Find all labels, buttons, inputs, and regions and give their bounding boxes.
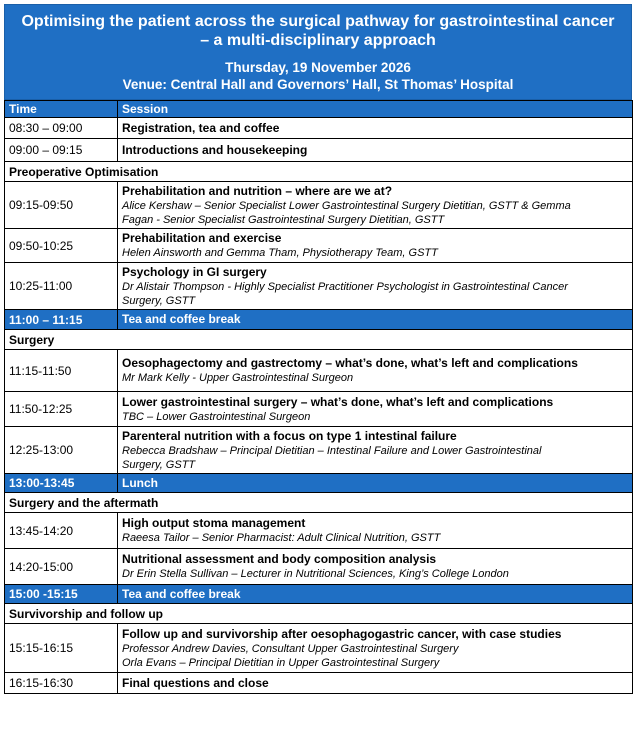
session-time: 11:50-12:25 bbox=[5, 392, 118, 427]
session-speaker: Mr Mark Kelly - Upper Gastrointestinal Surgeon bbox=[122, 372, 354, 384]
session-row bbox=[5, 182, 633, 229]
session-cell bbox=[118, 624, 633, 673]
agenda-banner bbox=[4, 4, 632, 100]
session-speaker: Raeesa Tailor – Senior Pharmacist: Adult Clinical Nutrition, GSTT bbox=[122, 532, 441, 544]
session-cell bbox=[118, 673, 633, 694]
session-cell bbox=[118, 513, 633, 549]
session-title: Tea and coffee break bbox=[122, 312, 241, 326]
session-cell bbox=[118, 392, 633, 427]
session-time: 10:25-11:00 bbox=[5, 263, 118, 310]
break-row bbox=[5, 585, 633, 604]
session-row bbox=[5, 263, 633, 310]
section-heading: Surgery bbox=[5, 330, 633, 350]
session-cell bbox=[118, 310, 633, 330]
agenda-title-line1: Optimising the patient across the surgical pathway for gastrointestinal cancer bbox=[21, 13, 615, 30]
session-column-header: Session bbox=[118, 101, 633, 118]
session-cell bbox=[118, 182, 633, 229]
time-column-header: Time bbox=[5, 101, 118, 118]
session-time: 14:20-15:00 bbox=[5, 549, 118, 585]
session-speaker: Orla Evans – Principal Dietitian in Upper Gastrointestinal Surgery bbox=[122, 656, 440, 669]
session-cell bbox=[118, 427, 633, 474]
session-title: Follow up and survivorship after oesophagogastric cancer, with case studies bbox=[122, 626, 562, 641]
session-title: Registration, tea and coffee bbox=[122, 120, 280, 135]
session-title: Psychology in GI surgery bbox=[122, 264, 267, 279]
session-row bbox=[5, 513, 633, 549]
session-time: 15:00 -15:15 bbox=[5, 585, 118, 604]
session-speaker: Alice Kershaw – Senior Specialist Lower Gastrointestinal Surgery Dietitian, GSTT & Gemma bbox=[122, 199, 571, 212]
section-heading: Surgery and the aftermath bbox=[5, 493, 633, 513]
agenda-table bbox=[4, 100, 633, 694]
session-cell bbox=[118, 263, 633, 310]
section-row bbox=[5, 493, 633, 513]
session-cell bbox=[118, 474, 633, 493]
session-row bbox=[5, 139, 633, 162]
session-row bbox=[5, 118, 633, 139]
session-time: 13:45-14:20 bbox=[5, 513, 118, 549]
session-time: 09:50-10:25 bbox=[5, 229, 118, 263]
session-title: Final questions and close bbox=[122, 675, 269, 690]
session-cell bbox=[118, 229, 633, 263]
session-time: 08:30 – 09:00 bbox=[5, 118, 118, 139]
agenda-title-line2: – a multi-disciplinary approach bbox=[200, 32, 436, 49]
session-time: 11:00 – 11:15 bbox=[5, 310, 118, 330]
session-cell bbox=[118, 139, 633, 162]
session-row bbox=[5, 350, 633, 392]
event-venue: Venue: Central Hall and Governors’ Hall, St Thomas’ Hospital bbox=[122, 77, 514, 92]
session-time: 16:15-16:30 bbox=[5, 673, 118, 694]
session-speaker: Dr Erin Stella Sullivan – Lecturer in Nutritional Sciences, King’s College London bbox=[122, 568, 509, 580]
section-row bbox=[5, 604, 633, 624]
session-title: Lower gastrointestinal surgery – what’s done, what’s left and complications bbox=[122, 394, 554, 409]
section-row bbox=[5, 162, 633, 182]
session-row bbox=[5, 229, 633, 263]
session-title: Parenteral nutrition with a focus on type 1 intestinal failure bbox=[122, 428, 457, 443]
session-time: 15:15-16:15 bbox=[5, 624, 118, 673]
section-heading: Preoperative Optimisation bbox=[5, 162, 633, 182]
session-row bbox=[5, 549, 633, 585]
session-time: 11:15-11:50 bbox=[5, 350, 118, 392]
session-title: Tea and coffee break bbox=[122, 586, 241, 601]
session-title: Prehabilitation and exercise bbox=[122, 231, 282, 245]
session-time: 13:00-13:45 bbox=[5, 474, 118, 493]
session-title: Lunch bbox=[122, 475, 158, 490]
session-title: Prehabilitation and nutrition – where are we at? bbox=[122, 183, 393, 198]
session-cell bbox=[118, 585, 633, 604]
session-time: 09:15-09:50 bbox=[5, 182, 118, 229]
session-title: High output stoma management bbox=[122, 516, 306, 530]
session-title: Introductions and housekeeping bbox=[122, 142, 308, 157]
section-heading: Survivorship and follow up bbox=[5, 604, 633, 624]
session-speaker: TBC – Lower Gastrointestinal Surgeon bbox=[122, 410, 311, 423]
session-speaker: Fagan - Senior Specialist Gastrointestinal Surgery Dietitian, GSTT bbox=[122, 213, 445, 226]
session-row bbox=[5, 673, 633, 694]
session-row bbox=[5, 392, 633, 427]
session-speaker: Helen Ainsworth and Gemma Tham, Physiotherapy Team, GSTT bbox=[122, 247, 438, 259]
session-time: 12:25-13:00 bbox=[5, 427, 118, 474]
session-title: Oesophagectomy and gastrectomy – what’s done, what’s left and complications bbox=[122, 356, 578, 370]
session-title: Nutritional assessment and body composition analysis bbox=[122, 552, 437, 566]
session-speaker: Surgery, GSTT bbox=[122, 458, 196, 471]
session-speaker: Surgery, GSTT bbox=[122, 294, 196, 307]
agenda-document bbox=[4, 4, 632, 694]
session-row bbox=[5, 427, 633, 474]
session-time: 09:00 – 09:15 bbox=[5, 139, 118, 162]
session-speaker: Dr Alistair Thompson - Highly Specialist Practitioner Psychologist in Gastrointestinal Cancer bbox=[122, 280, 568, 293]
session-speaker: Professor Andrew Davies, Consultant Upper Gastrointestinal Surgery bbox=[122, 642, 459, 655]
break-row bbox=[5, 310, 633, 330]
break-row bbox=[5, 474, 633, 493]
table-header-row bbox=[5, 101, 633, 118]
session-cell bbox=[118, 118, 633, 139]
session-speaker: Rebecca Bradshaw – Principal Dietitian – Intestinal Failure and Lower Gastrointestinal bbox=[122, 444, 542, 457]
session-cell bbox=[118, 350, 633, 392]
section-row bbox=[5, 330, 633, 350]
session-cell bbox=[118, 549, 633, 585]
session-row bbox=[5, 624, 633, 673]
event-date: Thursday, 19 November 2026 bbox=[225, 60, 411, 75]
